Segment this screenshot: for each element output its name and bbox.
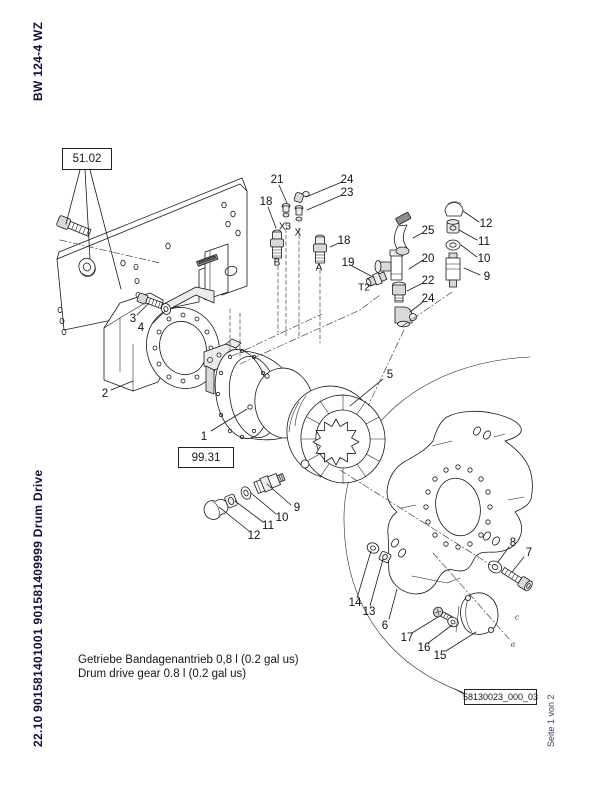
cover-15 (460, 593, 498, 634)
coupling-plate (387, 411, 532, 594)
drawing-number-box: 58130023_000_03 (464, 689, 537, 705)
hose-fitting-25 (394, 212, 411, 255)
part-callout-number: 13 (362, 606, 376, 618)
part-callout-number: 16 (417, 642, 431, 654)
part-callout-number: 19 (341, 257, 355, 269)
part-callout-number: 11 (262, 520, 274, 532)
part-callout-number: 5 (386, 369, 394, 381)
chapter-label: 22.10 901581401001 901581409999 Drum Drive (31, 469, 45, 747)
part-callout-number: 23 (340, 187, 354, 199)
port-label: A (315, 262, 323, 274)
reference-letter: c (514, 612, 520, 622)
washer-14 (365, 541, 380, 555)
port-label: X3 (278, 221, 292, 233)
part-callout-number: 4 (137, 322, 145, 334)
capacity-note-en: Drum drive gear 0.8 l (0.2 gal us) (78, 667, 247, 680)
part-callout-number: 9 (483, 271, 491, 283)
part-callout-number: 25 (421, 225, 435, 237)
part-callout-number: 24 (340, 174, 354, 186)
fitting-port-b (271, 230, 284, 258)
part-callout-number: 10 (275, 512, 289, 524)
capacity-note (78, 654, 299, 681)
part-callout-number: 20 (421, 253, 435, 265)
part-callout-number: 3 (129, 313, 137, 325)
part-callout-number: 9 (293, 502, 301, 514)
port-label: X (294, 227, 302, 239)
port-label: T2 (358, 282, 370, 294)
part-callout-number: 1 (200, 431, 208, 443)
part-callout-number: 24 (421, 293, 435, 305)
part-callout-number: 10 (477, 253, 491, 265)
part-callout-number: 15 (433, 650, 447, 662)
reference-letter: a (510, 639, 516, 649)
gear-group-box: 99.31 (178, 447, 234, 468)
part-callout-number: 11 (478, 236, 490, 248)
part-callout-number: 8 (509, 537, 517, 549)
bolt-7 (500, 565, 534, 592)
part-callout-number: 12 (479, 218, 493, 230)
fitting-22 (393, 282, 406, 302)
port-label: B (273, 257, 281, 269)
assembly-group-box: 51.02 (62, 148, 112, 170)
part-callout-number: 14 (348, 597, 362, 609)
fitting-port-a (314, 235, 327, 263)
part-callout-number: 18 (259, 196, 273, 208)
part-callout-number: 7 (525, 547, 533, 559)
page-number-label: Seite 1 von 2 (546, 694, 556, 747)
breather-valve-center (201, 470, 286, 522)
washer-8 (486, 559, 504, 576)
capacity-note-de: Getriebe Bandagenantrieb 0,8 l (0.2 gal us) (78, 654, 299, 666)
part-callout-number: 12 (247, 530, 261, 542)
machine-model-label: BW 124-4 WZ (31, 21, 45, 101)
part-callout-number: 17 (400, 632, 414, 644)
part-callout-number: 21 (270, 174, 284, 186)
fitting-x3 (282, 204, 290, 218)
breather-valve-top (445, 202, 463, 287)
part-callout-number: 18 (337, 235, 351, 247)
frame-bolt (56, 215, 92, 238)
fitting-x-elbow (294, 191, 310, 221)
part-callout-number: 2 (101, 388, 109, 400)
part-callout-number: 22 (421, 275, 435, 287)
part-callout-number: 6 (381, 620, 389, 632)
